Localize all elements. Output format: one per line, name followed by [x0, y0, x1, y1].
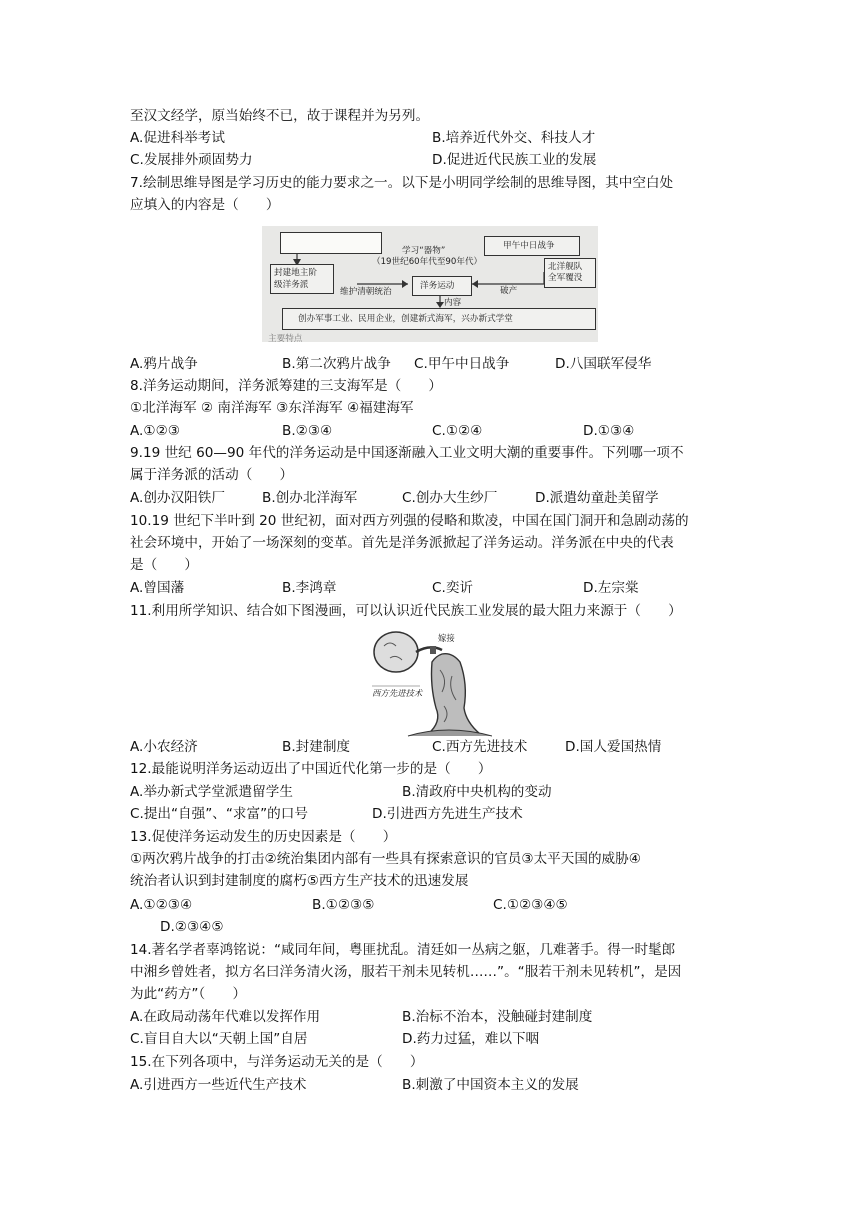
q9-stem: 9.19 世纪 60—90 年代的洋务运动是中国逐渐融入工业文明大潮的重要事件。下列哪一项不	[130, 445, 684, 461]
q13-option-d: D.②③④⑤	[160, 919, 224, 935]
mm-war: 甲午中日战争	[503, 241, 555, 251]
grafting-cartoon	[368, 626, 492, 738]
q14-option-a: A.在政局动荡年代难以发挥作用	[130, 1009, 321, 1025]
q10-option-d: D.左宗棠	[583, 580, 639, 596]
q11-stem: 11.利用所学知识、结合如下图漫画，可以认识近代民族工业发展的最大阻力来源于（ ）	[130, 603, 682, 619]
blank-box	[280, 232, 382, 254]
q9-option-a: A.创办汉阳铁厂	[130, 490, 225, 506]
q12-option-d: D.引进西方先进生产技术	[372, 806, 523, 822]
q13-option-c: C.①②③④⑤	[493, 897, 568, 913]
mm-bottom: 创办军事工业、民用企业，创建新式海军，兴办新式学堂	[298, 314, 513, 324]
mm-maintain: 维护清朝统治	[340, 287, 392, 297]
q9-stem-cont: 属于洋务派的活动（ ）	[130, 467, 294, 483]
q10-option-b: B.李鸿章	[282, 580, 337, 596]
q7-option-d: D.八国联军侵华	[555, 356, 652, 372]
q14-stem-end: 为此“药方”（ ）	[130, 986, 247, 1002]
q8-option-a: A.①②③	[130, 423, 180, 439]
q8-option-d: D.①③④	[583, 423, 635, 439]
q9-option-d: D.派遣幼童赴美留学	[535, 490, 659, 506]
q13-items: ①两次鸦片战争的打击②统治集团内部有一些具有探索意识的官员③太平天国的威胁④	[130, 851, 641, 867]
q15-stem: 15.在下列各项中，与洋务运动无关的是（ ）	[130, 1054, 424, 1070]
q12-option-c: C.提出“自强”、“求富”的口号	[130, 806, 308, 822]
q11-option-d: D.国人爱国热情	[565, 739, 662, 755]
q8-items: ①北洋海军 ② 南洋海军 ③东洋海军 ④福建海军	[130, 400, 414, 416]
mm-fleet2: 全军覆没	[548, 273, 583, 283]
mm-movement: 洋务运动	[420, 281, 455, 291]
q12-option-b: B.清政府中央机构的变动	[402, 784, 552, 800]
q14-option-b: B.治标不治本，没触碰封建制度	[402, 1009, 593, 1025]
q12-stem: 12.最能说明洋务运动迈出了中国近代化第一步的是（ ）	[130, 761, 492, 777]
mm-bankrupt: 破产	[500, 286, 518, 296]
q9-option-b: B.创办北洋海军	[262, 490, 358, 506]
q10-stem-end: 是（ ）	[130, 557, 198, 573]
q7-stem-cont: 应填入的内容是（ ）	[130, 197, 280, 213]
tree-drawing	[368, 626, 492, 738]
q7-option-b: B.第二次鸦片战争	[282, 356, 391, 372]
q14-stem: 14.著名学者辜鸿铭说：“咸同年间，粤匪扰乱。清廷如一丛病之躯，几难著手。得一时髦郎	[130, 942, 676, 958]
text-line: 至汉文经学，原当始终不已，故于课程并为另列。	[130, 108, 430, 124]
q10-option-a: A.曾国藩	[130, 580, 185, 596]
q6-option-c: C.发展排外顽固势力	[130, 152, 253, 168]
q13-option-b: B.①②③⑤	[312, 897, 375, 913]
cartoon-tag: 嫁接	[438, 633, 455, 643]
q12-option-a: A.举办新式学堂派遣留学生	[130, 784, 293, 800]
mind-map-figure	[262, 226, 598, 342]
q8-stem: 8.洋务运动期间，洋务派筹建的三支海军是（ ）	[130, 378, 443, 394]
q6-option-d: D.促进近代民族工业的发展	[432, 152, 597, 168]
mm-period: （19世纪60年代至90年代）	[372, 257, 483, 267]
q9-option-c: C.创办大生纱厂	[402, 490, 498, 506]
cartoon-label: 西方先进技术	[372, 688, 423, 698]
q14-option-d: D.药力过猛，难以下咽	[402, 1031, 540, 1047]
mm-cut: 主要特点	[268, 334, 303, 342]
q11-option-a: A.小农经济	[130, 739, 198, 755]
q13-option-a: A.①②③④	[130, 897, 193, 913]
q13-items-cont: 统治者认识到封建制度的腐朽⑤西方生产技术的迅速发展	[130, 873, 469, 889]
mm-fleet1: 北洋舰队	[548, 262, 583, 272]
q7-option-a: A.鸦片战争	[130, 356, 198, 372]
q7-option-c: C.甲午中日战争	[414, 356, 510, 372]
q15-option-a: A.引进西方一些近代生产技术	[130, 1077, 307, 1093]
q13-stem: 13.促使洋务运动发生的历史因素是（ ）	[130, 829, 397, 845]
q6-option-a: A.促进科举考试	[130, 130, 225, 146]
q15-option-b: B.刺激了中国资本主义的发展	[402, 1077, 579, 1093]
q6-option-b: B.培养近代外交、科技人才	[432, 130, 596, 146]
q14-option-c: C.盲目自大以“天朝上国”自居	[130, 1031, 308, 1047]
mm-gentry2: 级洋务派	[274, 280, 309, 290]
q8-option-b: B.②③④	[282, 423, 333, 439]
q14-stem-cont: 中湘乡曾姓者，拟方名曰洋务清火汤，服若干剂未见转机……”。“服若干剂未见转机”，是因	[130, 964, 682, 980]
q11-option-c: C.西方先进技术	[432, 739, 528, 755]
q10-option-c: C.奕䜣	[432, 580, 474, 596]
mm-study: 学习“器物”	[402, 246, 446, 256]
q11-option-b: B.封建制度	[282, 739, 351, 755]
mm-gentry1: 封建地主阶	[274, 268, 317, 278]
q7-stem: 7.绘制思维导图是学习历史的能力要求之一。以下是小明同学绘制的思维导图，其中空白处	[130, 175, 674, 191]
q10-stem-cont: 社会环境中，开始了一场深刻的变革。首先是洋务派掀起了洋务运动。洋务派在中央的代表	[130, 535, 674, 551]
q10-stem: 10.19 世纪下半叶到 20 世纪初，面对西方列强的侵略和欺凌，中国在国门洞开和急剧动荡的	[130, 513, 689, 529]
q8-option-c: C.①②④	[432, 423, 483, 439]
mm-content: 内容	[444, 298, 462, 308]
